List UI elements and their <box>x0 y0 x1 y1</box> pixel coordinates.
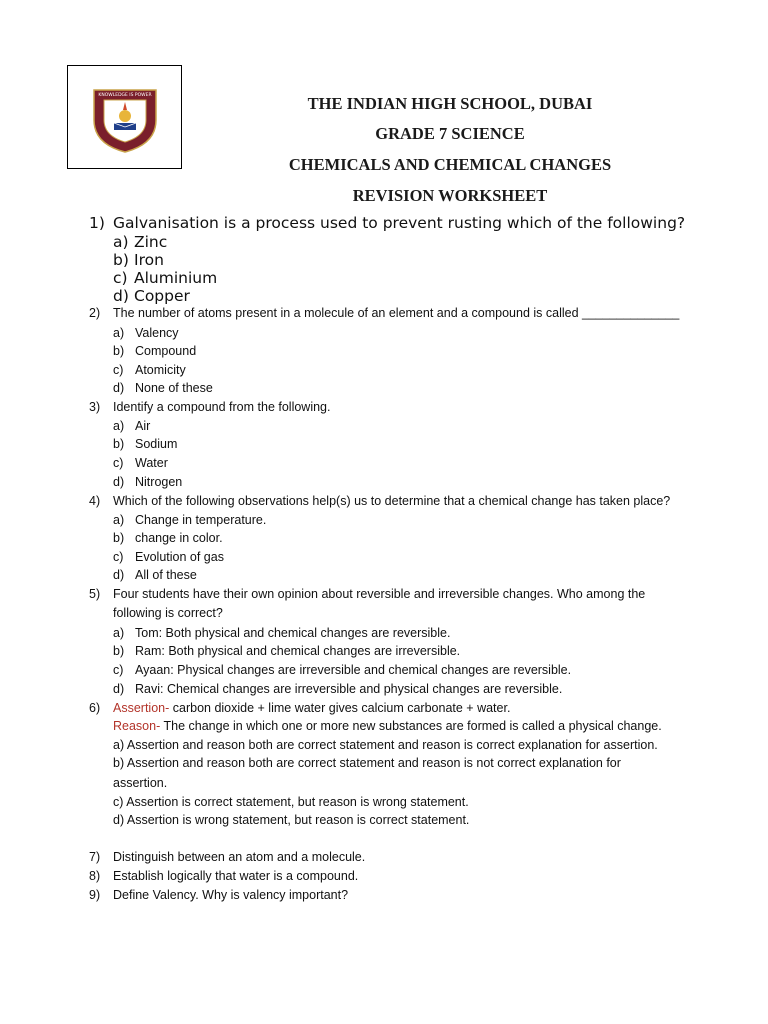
reason-line: Reason- The change in which one or more new substances are formed is called a physical change. <box>113 719 662 733</box>
school-name: THE INDIAN HIGH SCHOOL, DUBAI <box>307 94 593 113</box>
grade-title: GRADE 7 SCIENCE <box>375 124 525 143</box>
topic-title: CHEMICALS AND CHEMICAL CHANGES <box>288 155 612 174</box>
worksheet-page: KNOWLEDGE IS POWER THE INDIAN HIGH SCHOOL, DUBAI GRADE 7 SCIENCE CHEMICALS AND CHEMICAL CHANGES REVISION WORKSHEET 1) Galvanisation is a process used to prevent rusting which of the following? a) Zinc b) Iron c) Aluminium d) Copper 2) The number of atoms present in a molecule of an element and a compound is called ______________ a) Valency b) Compound c) Atomicity d) None of these 3) Identify a compound from the following. a) Air b) Sodium c) Water d) Nitrogen 4) Which of the following observations help(s) us to determine that a chemical change has taken place? a) Change in temperature. b) change in color. c) Evolution of gas d) All of these 5) Four students have their own opinion about reversible and irreversible changes. Who among the following is correct? a) Tom: Both physical and chemical changes are reversible. b) Ram: Both physical and chemical changes are irreversible. c) Ayaan: Physical changes are irreversible and chemical changes are reversible. d) Ravi: Chemical changes are irreversible and physical changes are reversible. 6) Assertion- carbon dioxide + lime water gives calcium carbonate + water. Reason- The change in which one or more new substances are formed is called a physical change. a) Assertion and reason both are correct statement and reason is correct explanation for assertion. b) Assertion and reason both are correct statement and reason is not correct explanation for assertion. c) Assertion is correct statement, but reason is wrong statement. d) Assertion is wrong statement, but reason is correct statement. 7) Distinguish between an atom and a molecule. 8) Establish logically that water is a compound. 9) Define Valency. Why is valency important? <box>0 0 768 1024</box>
worksheet-title: REVISION WORKSHEET <box>352 186 548 205</box>
reason-label: Reason- <box>113 719 161 733</box>
option: a) Assertion and reason both are correct statement and reason is correct explanation for assertion. <box>113 738 658 752</box>
assertion-line: Assertion- carbon dioxide + lime water gives calcium carbonate + water. <box>113 701 511 715</box>
question-text-continued: following is correct? <box>113 606 223 620</box>
option-continued: assertion. <box>113 776 168 790</box>
question-text: Establish logically that water is a compound. <box>113 869 359 883</box>
option: b) Assertion and reason both are correct statement and reason is not correct explanation for <box>113 756 621 770</box>
question-text: Which of the following observations help(s) us to determine that a chemical change has taken place? <box>113 494 671 508</box>
option: d) Assertion is wrong statement, but reason is correct statement. <box>113 813 470 827</box>
question-number: 1) <box>89 214 105 232</box>
question-text: Identify a compound from the following. <box>113 400 331 414</box>
svg-text:KNOWLEDGE IS POWER: KNOWLEDGE IS POWER <box>98 93 152 98</box>
school-logo <box>67 65 182 169</box>
option: c) Assertion is correct statement, but reason is wrong statement. <box>113 795 469 809</box>
question-text: Define Valency. Why is valency important? <box>113 888 349 902</box>
question-text: Four students have their own opinion about reversible and irreversible changes. Who among the <box>113 587 646 601</box>
question-text: The number of atoms present in a molecule of an element and a compound is called ______________ <box>113 306 680 320</box>
question-text: Distinguish between an atom and a molecule. <box>113 850 366 864</box>
question-text: Galvanisation is a process used to prevent rusting which of the following? <box>113 214 686 232</box>
assertion-label: Assertion- <box>113 701 170 715</box>
